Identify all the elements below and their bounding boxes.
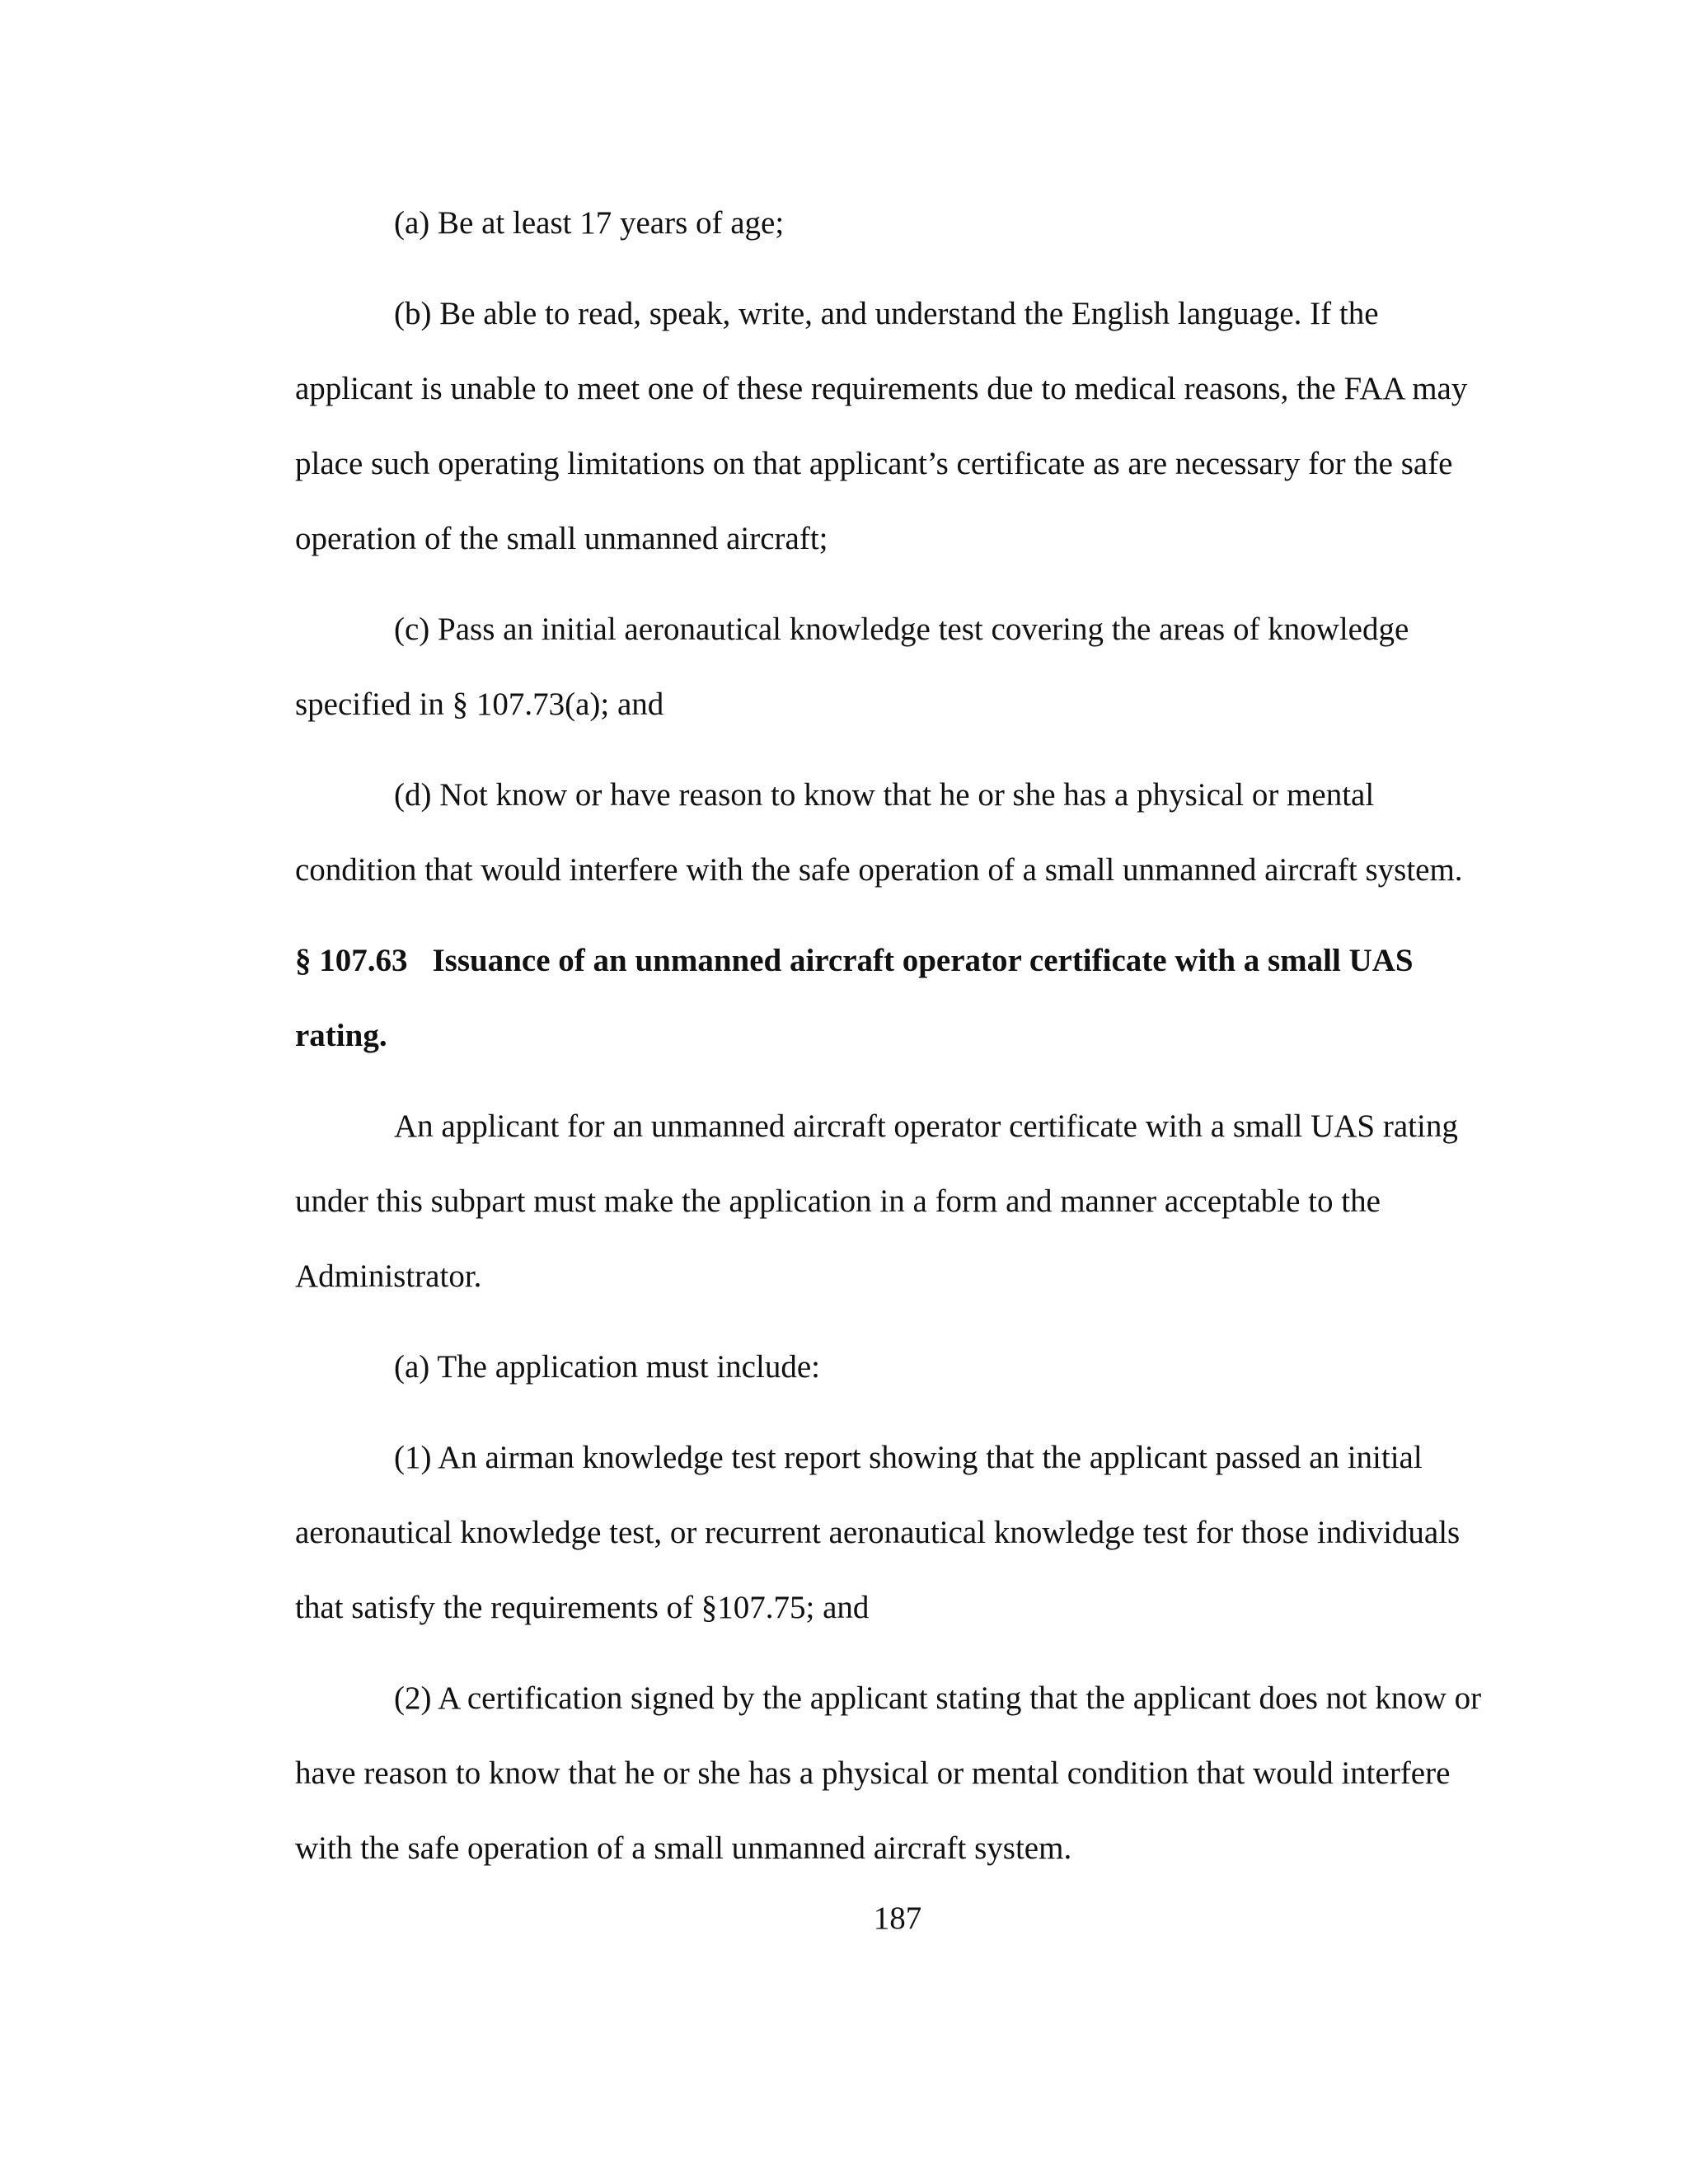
paragraph-d-medical-condition: (d) Not know or have reason to know that he or she has a physical or mental condition that would interfere with the safe operation of a small unmanned aircraft system. [295, 777, 1463, 888]
paragraph-2-certification: (2) A certification signed by the applicant stating that the applicant does not know or have reason to know that he or she has a physical or mental condition that would interfere with the safe operation of a small unmanned aircraft system. [295, 1680, 1482, 1866]
section-heading [295, 923, 1490, 1073]
page-number: 187 [873, 1900, 922, 1936]
paragraph-1-test-report: (1) An airman knowledge test report showing that the applicant passed an initial aeronautical knowledge test, or recurrent aeronautical knowledge test for those individuals that satisfy the requirements of §107.75; and [295, 1440, 1461, 1625]
paragraph-application-intro: An applicant for an unmanned aircraft operator certificate with a small UAS rating under this subpart must make the application in a form and manner acceptable to the Administrator. [295, 1108, 1458, 1294]
paragraph-a-age: (a) Be at least 17 years of age; [394, 205, 785, 241]
section-number: § 107.63 [295, 943, 408, 978]
paragraph-b-english: (b) Be able to read, speak, write, and understand the English language. If the applicant is unable to meet one of these requirements due to medical reasons, the FAA may place such operating limitations on that applicant’s certificate as are necessary for the safe operation of the small unmanned aircraft; [295, 296, 1468, 556]
paragraph-a-application-include: (a) The application must include: [394, 1349, 820, 1385]
section-title: Issuance of an unmanned aircraft operator certificate with a small UAS rating. [295, 943, 1414, 1053]
paragraph-c-knowledge-test: (c) Pass an initial aeronautical knowledge test covering the areas of knowledge specified in § 107.73(a); and [295, 612, 1409, 722]
document-body [295, 185, 1490, 1901]
